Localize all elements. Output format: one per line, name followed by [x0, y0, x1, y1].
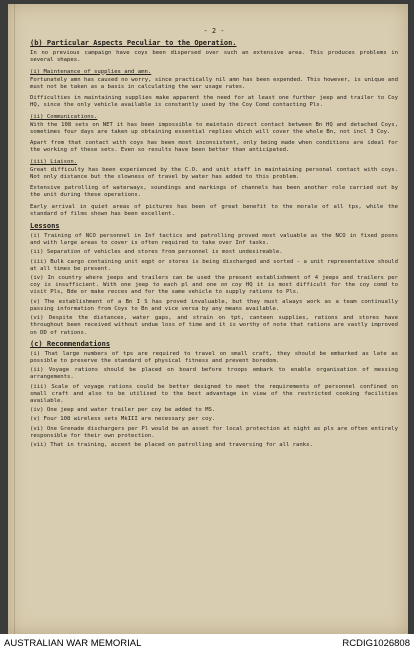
- document-body: [30, 28, 398, 451]
- section-b-intro: In no previous campaign have coys been dispersed over such an extensive area. This produces problems in several shapes.: [30, 50, 398, 64]
- page-number: - 2 -: [203, 27, 225, 35]
- lesson-item: (v) The establishment of a Bn I S has proved invaluable, but they must always work as a team continually passing information from Coys to Bn and vice versa by any means available.: [30, 298, 398, 312]
- lesson-item: (ii) Separation of vehicles and stores from personnel is most undesireable.: [30, 249, 283, 256]
- subsection-supplies: [30, 69, 398, 110]
- subsection-title: (ii) Communications.: [30, 113, 98, 120]
- lessons-heading: Lessons: [30, 222, 60, 231]
- paragraph: Fortunately amn has caused no worry, since practically nil amn has been expended. This however, is unique and must not be taken as a basis in calculating the war usage rates.: [30, 76, 398, 91]
- subsection-communications: [30, 114, 398, 155]
- archive-name: AUSTRALIAN WAR MEMORIAL: [4, 638, 142, 649]
- paragraph: Apart from that contact with coys has been most inconsistent, only being made when conditions are ideal for the working of these sets. Even so results have been better than anticipated.: [30, 140, 398, 154]
- subsection-liaison: [30, 159, 398, 218]
- recommendation-item: (iv) One jeep and water trailer per coy be added to MS.: [30, 407, 216, 414]
- paragraph: With the 108 sets on NET it has been impossible to maintain direct contact between Bn HQ and detached Coys, sometimes four days are taken up obtaining essential replies which will cover the whole Bn, not incl 3 Coy.: [30, 121, 398, 136]
- recommendation-item: (i) That large numbers of tps are required to travel on small craft, they should be embarked as late as possible to preserve the standard of physical fitness and prevent boredom.: [30, 350, 398, 364]
- recommendation-item: (ii) Voyage rations should be placed on board before troops embark to enable organisation of messing arrangements.: [30, 367, 398, 381]
- lesson-item: (i) Training of NCO personnel in Inf tactics and patrolling proved most valuable as the NCO in fixed posns and with large areas to cover is often required to take over Inf tasks.: [30, 233, 398, 247]
- lessons-list: [30, 233, 398, 337]
- subsection-title: (i) Maintenance of supplies and amn.: [30, 68, 152, 75]
- record-id: RCDIG1026808: [342, 638, 410, 649]
- recommendation-item: (iii) Scale of voyage rations could be better designed to meet the requirements of personnel confined on small craft and also to be utilised to the best advantage in view of the restricted cooking facilities available.: [30, 383, 398, 404]
- lesson-item: (vi) Despite the distances, water gaps, and strain on tpt, canteen supplies, rations and stores have throughout been received without undue loss of time and it is worthy of note that rations are vastly improved on DD of rations.: [30, 315, 398, 336]
- paragraph: Great difficulty has been experienced by the C.O. and unit staff in maintaining personal contact with coys. Not only distance but the slowness of travel by water has added to this problem.: [30, 166, 398, 181]
- recommendation-item: (vii) That in training, accent be placed on patrolling and traversing for all ranks.: [30, 441, 313, 448]
- lesson-item: (iii) Bulk cargo containing unit eqpt or stores is being discharged and sorted - a unit representative should at all times be present.: [30, 258, 398, 272]
- recommendation-item: (v) Four 108 wireless sets MkIII are necessary per coy.: [30, 416, 216, 423]
- archive-footer: [0, 634, 414, 654]
- paragraph: Early arrival in quiet areas of pictures has been of great benefit to the morale of all tps, while the standard of films shown has been excellent.: [30, 203, 398, 217]
- subsection-title: (iii) Liaison.: [30, 158, 78, 165]
- lesson-item: (iv) In country where jeeps and trailers can be used the present establishment of 4 jeeps and trailers per coy is insufficient. With one jeep to each pl and one on coy HQ it is most difficult for the coy comd to visit Pls, Bde or make recces and for the same vehicle to supply rations to Pls.: [30, 275, 398, 296]
- paragraph: Difficulties in maintaining supplies make apparent the need for at least one further jeep and trailer to Coy HQ, since the only vehicle available is constantly used by the Coy Comd contacting Pls.: [30, 95, 398, 109]
- recommendations-list: [30, 351, 398, 449]
- paragraph: Extensive patrolling of waterways, soundings and markings of channels has been another role carried out by the unit during these operations.: [30, 185, 398, 199]
- section-b-heading: (b) Particular Aspects Peculiar to the Operation.: [30, 39, 237, 48]
- document-page: [8, 4, 408, 634]
- recommendations-heading: (c) Recommendations: [30, 339, 111, 348]
- recommendation-item: (vi) One Grenade dischargers per Pl would be an asset for local protection at night as pls are often entirely responsible for their own protection.: [30, 425, 398, 439]
